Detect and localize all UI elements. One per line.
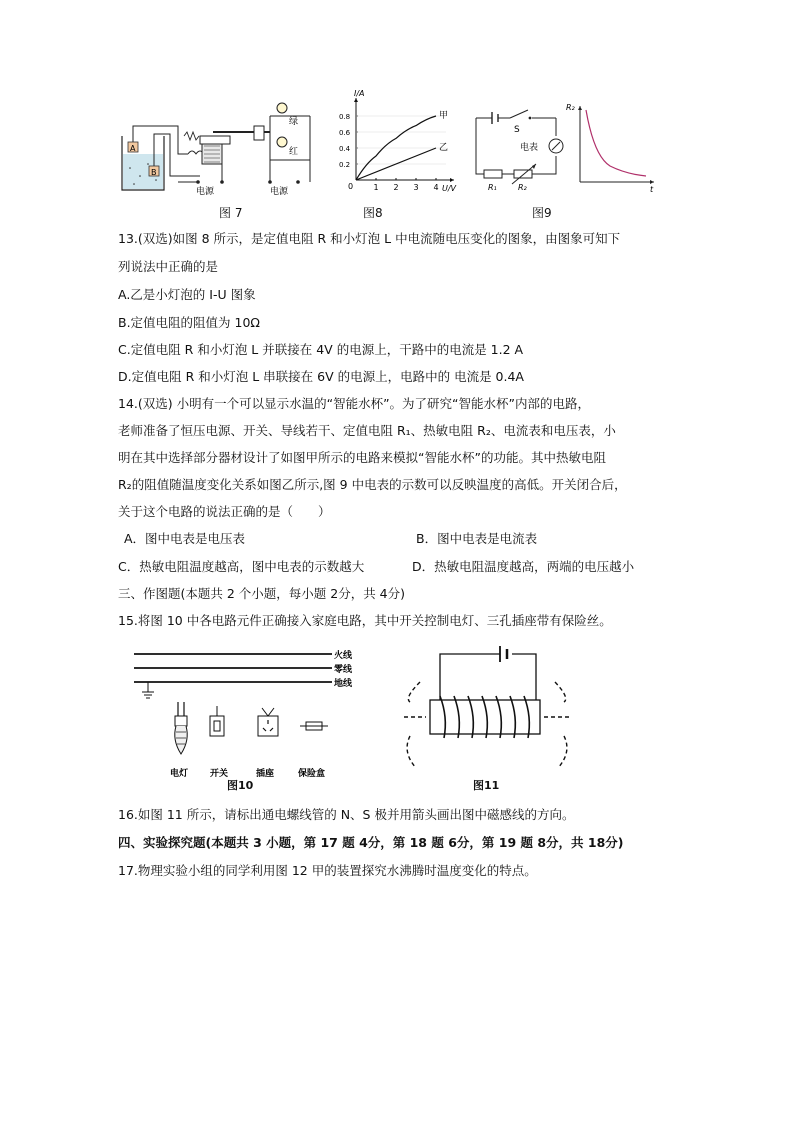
fig8-x-tick-label: 1 — [373, 183, 379, 192]
fig7-label-b: B — [151, 168, 157, 177]
fig8-x-tick-label: 2 — [393, 183, 399, 192]
fig10-caption: 图10 — [227, 779, 254, 792]
q13-line1: 13.(双选)如图 8 所示，是定值电阻 R 和小灯泡 L 中电流随电压变化的图象，由图象可知下 — [118, 231, 621, 246]
fig9-caption: 图9 — [532, 206, 552, 220]
fig9-r2-label: R₂ — [518, 183, 527, 192]
q13-line2: 列说法中正确的是 — [118, 259, 219, 274]
fig9-t-axis-label: t — [650, 185, 654, 194]
fig7-label-a: A — [130, 144, 136, 153]
fig7-power-1: 电源 — [196, 187, 215, 197]
q14-option-d: D．热敏电阻温度越高，两端的电压越小 — [412, 559, 635, 574]
fig10-switch-label: 开关 — [210, 769, 229, 779]
fig9-meter-label: 电表 — [520, 143, 539, 153]
fig8-x-tick-label: 4 — [433, 183, 439, 192]
section-4-heading: 四、实验探究题(本题共 3 小题，第 17 题 4分，第 18 题 6分，第 19 题 8分，共 18分) — [118, 835, 624, 850]
q16-text: 16.如图 11 所示，请标出通电螺线管的 N、S 极并用箭头画出图中磁感线的方向。 — [118, 807, 575, 822]
q14-line2: 老师准备了恒压电源、开关、导线若干、定值电阻 R₁、热敏电阻 R₂、电流表和电压表，小 — [118, 423, 616, 438]
fig8-x-label: U/V — [442, 184, 457, 193]
q14-option-b: B．图中电表是电流表 — [416, 531, 538, 546]
figure-11 — [400, 640, 575, 775]
q14-line5: 关于这个电路的说法正确的是（ ） — [118, 504, 331, 519]
fig7-label-red: 红 — [289, 147, 299, 157]
figure-7 — [118, 96, 318, 200]
fig8-y-tick-label: 0.2 — [339, 161, 351, 169]
figure-9 — [470, 96, 660, 200]
fig10-live-wire-label: 火线 — [334, 651, 353, 661]
fig10-fuse-label: 保险盒 — [298, 769, 326, 779]
q13-option-a: A.乙是小灯泡的 I-U 图象 — [118, 287, 256, 302]
fig8-origin-label: 0 — [348, 182, 354, 191]
fig8-y-tick-label: 0.8 — [339, 113, 351, 121]
fig10-lamp-label: 电灯 — [170, 769, 189, 779]
q14-option-c: C．热敏电阻温度越高，图中电表的示数越大 — [118, 559, 365, 574]
fig8-series-label-yi: 乙 — [439, 143, 449, 153]
section-3-heading: 三、作图题(本题共 2 个小题，每小题 2分，共 4分) — [118, 586, 406, 601]
fig8-x-arrow — [450, 178, 454, 182]
q13-option-b: B.定值电阻的阻值为 10Ω — [118, 315, 260, 330]
fig8-x-tick-label: 3 — [413, 183, 419, 192]
figure-8-chart — [334, 89, 466, 200]
fig10-ground-wire-label: 地线 — [334, 679, 353, 689]
q14-line1: 14.(双选) 小明有一个可以显示水温的“智能水杯”。为了研究“智能水杯”内部的电路， — [118, 396, 591, 411]
q13-option-c: C.定值电阻 R 和小灯泡 L 并联接在 4V 的电源上，干路中的电流是 1.2 A — [118, 342, 524, 357]
fig7-caption: 图 7 — [219, 206, 243, 220]
q14-option-a: A．图中电表是电压表 — [124, 531, 246, 546]
fig8-y-label: I/A — [354, 89, 365, 98]
fig8-caption: 图8 — [363, 206, 383, 220]
fig9-r2-axis-label: R₂ — [566, 103, 575, 112]
fig8-y-tick-label: 0.4 — [339, 145, 351, 153]
figure-10 — [128, 644, 368, 794]
fig11-caption: 图11 — [473, 779, 500, 792]
fig8-y-arrow — [354, 98, 358, 102]
fig10-socket-label: 插座 — [256, 769, 275, 779]
q14-line4: R₂的阻值随温度变化关系如图乙所示,图 9 中电表的示数可以反映温度的高低。开关闭合后， — [118, 477, 627, 492]
fig8-series-label-jia: 甲 — [439, 111, 449, 121]
q13-option-d: D.定值电阻 R 和小灯泡 L 串联接在 6V 的电源上，电路中的 电流是 0.4A — [118, 369, 524, 384]
q14-line3: 明在其中选择部分器材设计了如图甲所示的电路来模拟“智能水杯”的功能。其中热敏电阻 — [118, 450, 606, 465]
fig7-label-green: 绿 — [289, 117, 299, 127]
fig9-r1-label: R₁ — [488, 183, 497, 192]
fig7-power-2: 电源 — [270, 187, 289, 197]
q15-text: 15.将图 10 中各电路元件正确接入家庭电路，其中开关控制电灯、三孔插座带有保险丝。 — [118, 613, 612, 628]
fig10-neutral-wire-label: 零线 — [334, 665, 353, 675]
fig8-y-tick-label: 0.6 — [339, 129, 351, 137]
q17-text: 17.物理实验小组的同学利用图 12 甲的装置探究水沸腾时温度变化的特点。 — [118, 863, 537, 878]
fig9-switch-label: S — [514, 125, 520, 135]
